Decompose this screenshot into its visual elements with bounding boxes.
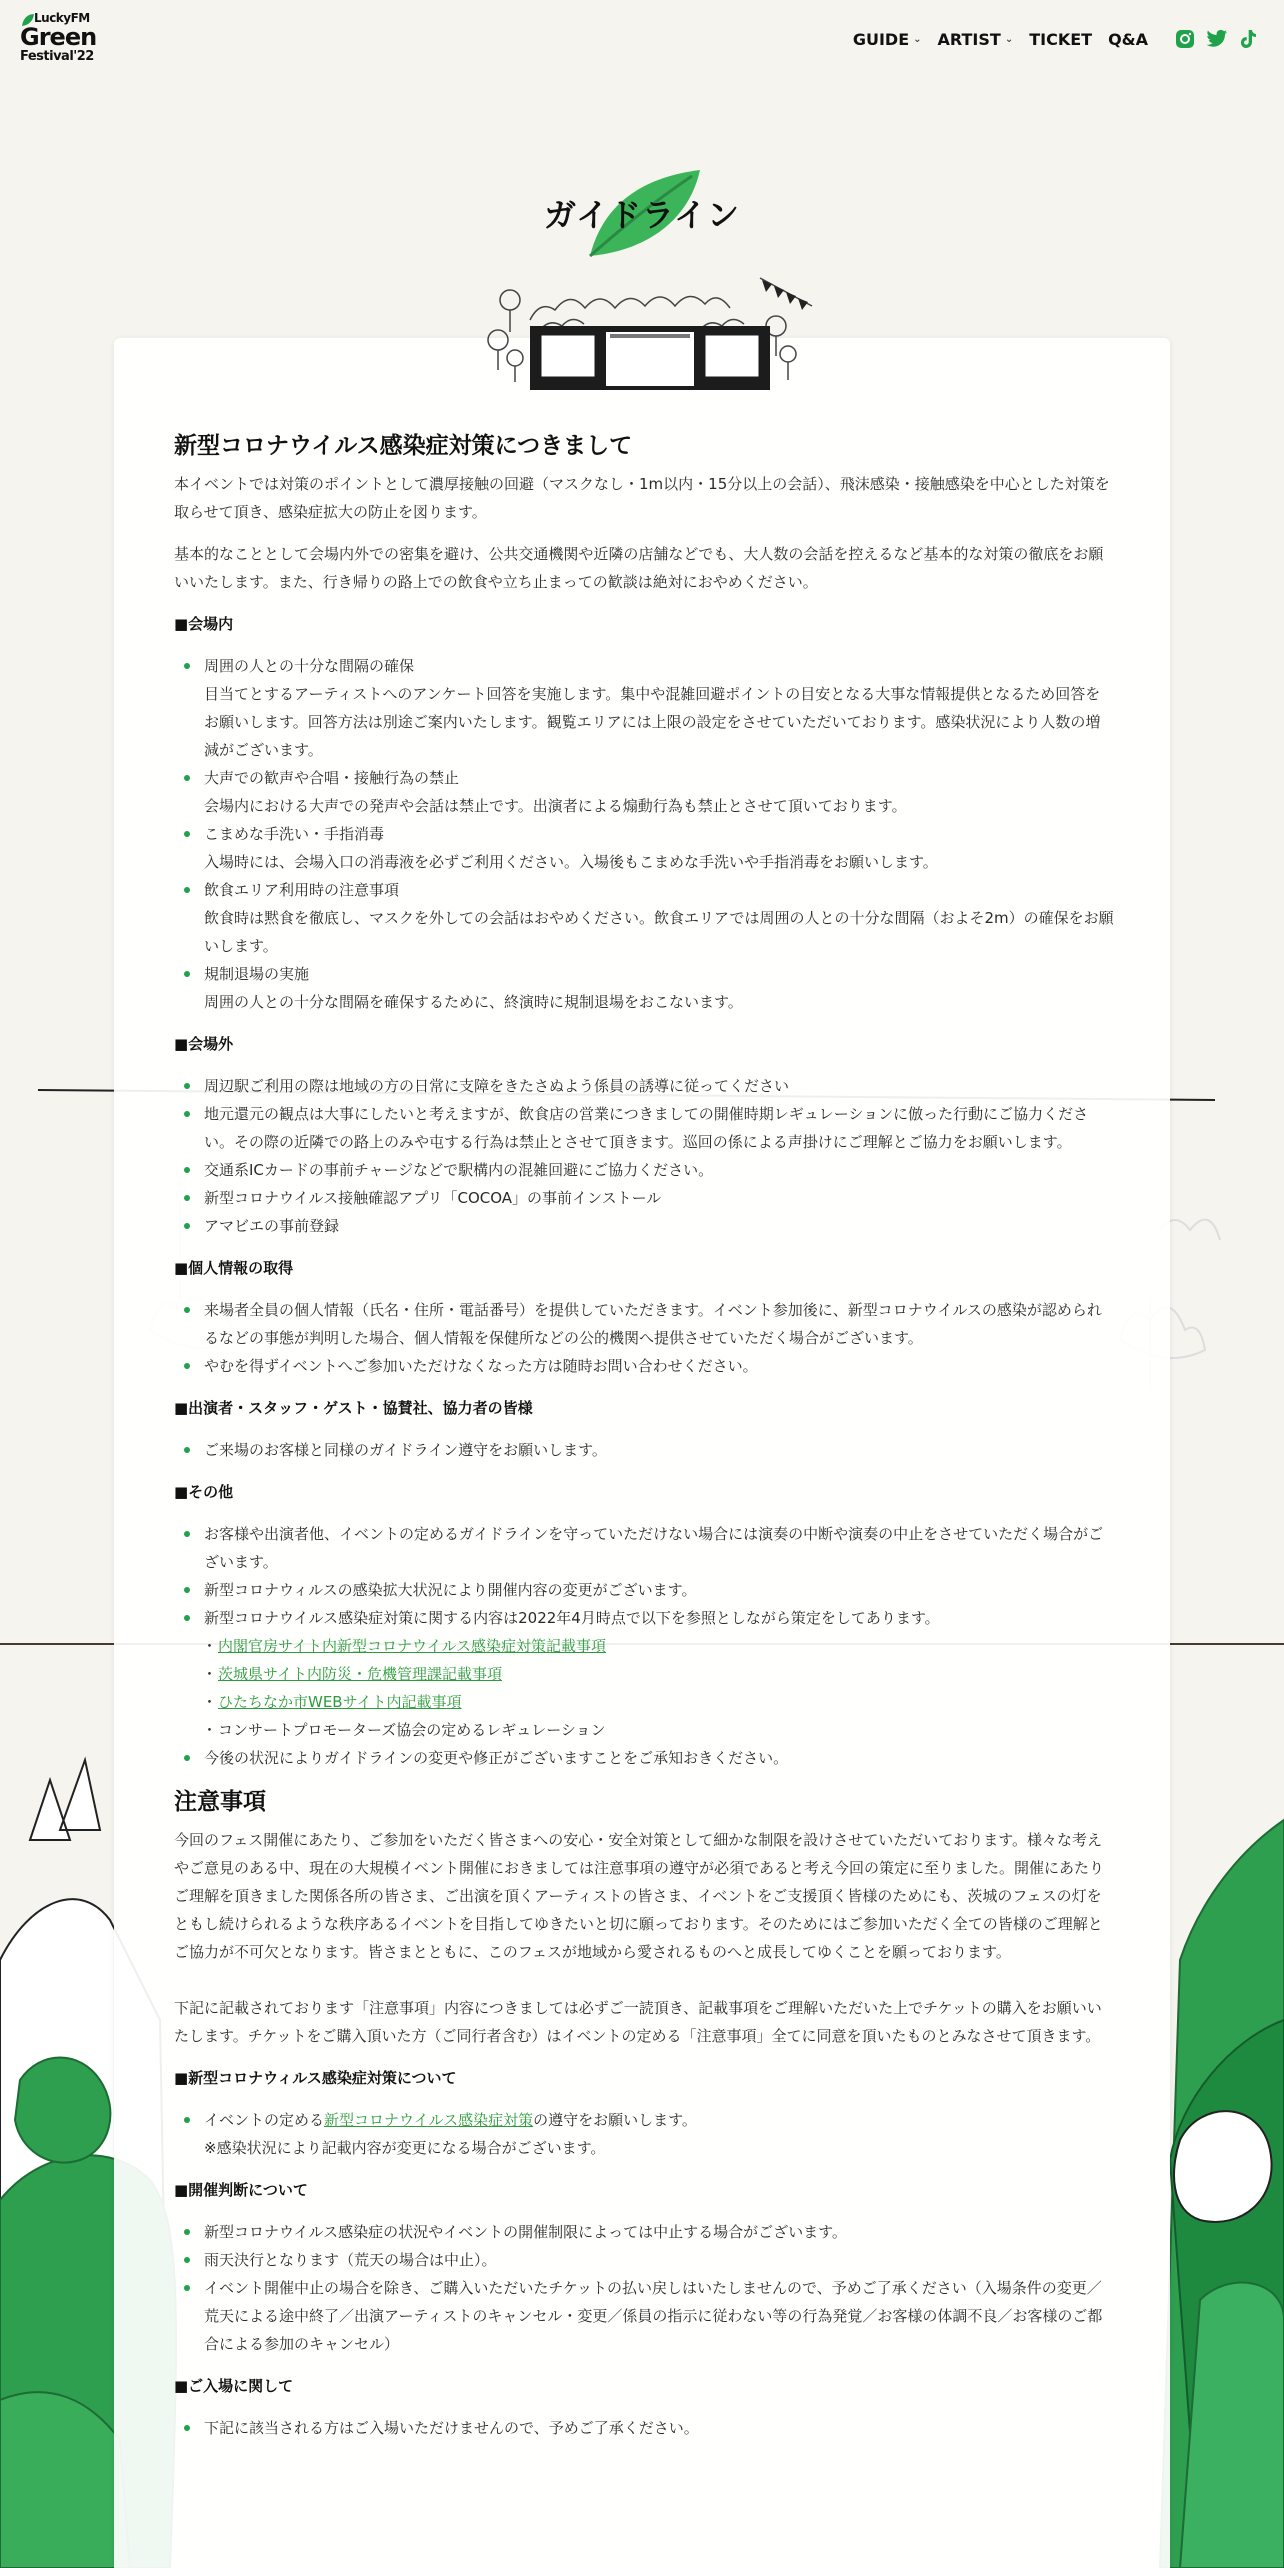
- list-item: 雨天決行となります（荒天の場合は中止）。: [174, 2246, 1114, 2274]
- list-item: 下記に該当される方はご入場いただけませんので、予めご了承ください。: [174, 2414, 1114, 2442]
- notes-para-1: 今回のフェス開催にあたり、ご参加をいただく皆さまへの安心・安全対策として細かな制限を設けさせていただいております。様々な考えやご意見のある中、現在の大規模イベント開催におきましては注意事項の遵守が必須であると考え今回の策定に至りました。開催にあたりご理解を頂きました関係各所の皆さま、ご出演を頂くアーティストの皆さま、イベントをご支援頂く皆様のためにも、茨城のフェスの灯をともし続けられるような秩序あるイベントを目指してゆきたいと切に願っております。そのためにはご参加いただく全ての皆様のご理解とご協力が不可欠となります。皆さまとともに、このフェスが地域から愛されるものへと成長してゆくことを願っております。: [174, 1831, 1105, 1961]
- list-item: [174, 820, 1114, 876]
- twitter-icon[interactable]: [1206, 28, 1228, 50]
- list-item-text: の遵守をお願いします。: [533, 2111, 697, 2129]
- covid-measures-title: ■新型コロナウィルス感染症対策について: [174, 2069, 457, 2087]
- list-item-body: 飲食時は黙食を徹底し、マスクを外しての会話はおやめください。飲食エリアでは周囲の人との十分な間隔（およそ2m）の確保をお願いします。: [204, 909, 1114, 955]
- reference-item: ・ コンサートプロモーターズ協会の定めるレギュレーション: [204, 1716, 1114, 1744]
- list-item-body: 目当てとするアーティストへのアンケート回答を実施します。集中や混雑回避ポイントの目安となる大事な情報提供となるため回答をお願いします。回答方法は別途ご案内いたします。観覧エリアには上限の設定をさせていただいております。感染状況により人数の増減がございます。: [204, 685, 1101, 759]
- list-item-text: イベントの定める: [204, 2111, 325, 2129]
- list-item-head: 規制退場の実施: [204, 965, 310, 983]
- personal-info-title: ■個人情報の取得: [174, 1259, 294, 1277]
- entry-list: [174, 2414, 1114, 2442]
- nav-qa-label: Q&A: [1108, 29, 1148, 49]
- list-item: 新型コロナウィルスの感染拡大状況により開催内容の変更がございます。: [174, 1576, 1114, 1604]
- logo-leaf-icon: [21, 13, 35, 27]
- list-item-head: こまめな手洗い・手指消毒: [204, 825, 385, 843]
- covid-section-heading: 新型コロナウイルス感染症対策につきまして: [174, 433, 633, 459]
- guideline-card: [114, 338, 1170, 2568]
- reference-link-ibaraki[interactable]: 茨城県サイト内防災・危機管理課記載事項: [218, 1665, 502, 1683]
- reference-link-cabinet[interactable]: 内閣官房サイト内新型コロナウイルス感染症対策記載事項: [218, 1637, 607, 1655]
- list-item: [174, 764, 1114, 820]
- reference-item: [204, 1688, 1114, 1716]
- covid-measures-list: [174, 2106, 1114, 2162]
- entry-title: ■ご入場に関して: [174, 2377, 294, 2395]
- list-item: 新型コロナウイルス感染症の状況やイベントの開催制限によっては中止する場合がございます。: [174, 2218, 1114, 2246]
- list-item-text: 新型コロナウイルス感染症対策に関する内容は2022年4月時点で以下を参照としながら策定をしてあります。: [204, 1609, 940, 1627]
- list-item-body: 周囲の人との十分な間隔を確保するために、終演時に規制退場をおこないます。: [204, 993, 743, 1011]
- reference-item: [204, 1660, 1114, 1688]
- festival-logo[interactable]: [20, 12, 98, 68]
- covid-intro-2: 基本的なこととして会場内外での密集を避け、公共交通機関や近隣の店舗などでも、大人数の会話を控えるなど基本的な対策の徹底をお願いいたします。また、行き帰りの路上での飲食や立ち止まっての歓談は絶対におやめください。: [174, 545, 1104, 591]
- list-item: 今後の状況によりガイドラインの変更や修正がございますことをご承知おきください。: [174, 1744, 1114, 1772]
- list-item: 周辺駅ご利用の際は地域の方の日常に支障をきたさぬよう係員の誘導に従ってください: [174, 1072, 1114, 1100]
- tiktok-icon[interactable]: [1238, 28, 1260, 50]
- list-item-body: 入場時には、会場入口の消毒液を必ずご利用ください。入場後もこまめな手洗いや手指消毒をお願いします。: [204, 853, 938, 871]
- instagram-icon[interactable]: [1174, 28, 1196, 50]
- venue-outside-list: [174, 1072, 1114, 1240]
- covid-intro-1: 本イベントでは対策のポイントとして濃厚接触の回避（マスクなし・1m以内・15分以上の会話）、飛沫感染・接触感染を中心とした対策を取らせて頂き、感染症拡大の防止を図ります。: [174, 475, 1110, 521]
- personal-info-list: [174, 1296, 1114, 1380]
- reference-link-hitachinaka[interactable]: ひたちなか市WEBサイト内記載事項: [218, 1693, 462, 1711]
- stage-illustration: [470, 270, 820, 390]
- list-item: 来場者全員の個人情報（氏名・住所・電話番号）を提供していただきます。イベント参加後に、新型コロナウイルスの感染が認められるなどの事態が判明した場合、個人情報を保健所などの公的機関へ提供させていただく場合がございます。: [174, 1296, 1114, 1352]
- staff-list: [174, 1436, 1114, 1464]
- reference-item: [204, 1632, 1114, 1660]
- chevron-down-icon: ⌄: [1004, 33, 1014, 45]
- nav-ticket[interactable]: [1029, 30, 1092, 49]
- main-nav: [853, 24, 1260, 54]
- list-item-head: 大声での歓声や合唱・接触行為の禁止: [204, 769, 460, 787]
- list-item-head: 周囲の人との十分な間隔の確保: [204, 657, 415, 675]
- venue-inside-title: ■会場内: [174, 615, 234, 633]
- decision-list: [174, 2218, 1114, 2358]
- list-item: 交通系ICカードの事前チャージなどで駅構内の混雑回避にご協力ください。: [174, 1156, 1114, 1184]
- venue-inside-list: [174, 652, 1114, 1016]
- covid-measures-link[interactable]: 新型コロナウイルス感染症対策: [324, 2111, 534, 2129]
- other-list: [174, 1520, 1114, 1772]
- page-title: ガイドライン: [543, 196, 741, 234]
- logo-line-3: Festival'22: [20, 49, 94, 64]
- guideline-content: [174, 430, 1114, 2456]
- nav-guide[interactable]: [853, 30, 922, 49]
- nav-qa[interactable]: [1108, 30, 1148, 49]
- decision-title: ■開催判断について: [174, 2181, 308, 2199]
- notes-para-2: 下記に記載されております「注意事項」内容につきましては必ずご一読頂き、記載事項をご理解いただいた上でチケットの購入をお願いいたします。チケットをご購入頂いた方（ご同行者含む）はイベントの定める「注意事項」全てに同意を頂いたものとみなさせて頂きます。: [174, 1999, 1102, 2045]
- nav-artist-label: ARTIST: [937, 29, 1001, 49]
- chevron-down-icon: ⌄: [913, 33, 922, 45]
- nav-guide-label: GUIDE: [852, 29, 910, 49]
- nav-artist[interactable]: [938, 30, 1014, 49]
- list-item: [174, 960, 1114, 1016]
- venue-outside-title: ■会場外: [174, 1035, 234, 1053]
- list-item: [174, 876, 1114, 960]
- notes-section-heading: 注意事項: [174, 1789, 266, 1815]
- reference-list: [204, 1632, 1114, 1744]
- site-header: [0, 0, 1284, 76]
- list-item: [174, 1604, 1114, 1744]
- list-item: 地元還元の観点は大事にしたいと考えますが、飲食店の営業につきましての開催時期レギュレーションに倣った行動にご協力ください。その際の近隣での路上のみや屯する行為は禁止とさせて頂きます。巡回の係による声掛けにご理解とご協力をお願いします。: [174, 1100, 1114, 1156]
- list-item: お客様や出演者他、イベントの定めるガイドラインを守っていただけない場合には演奏の中断や演奏の中止をさせていただく場合がございます。: [174, 1520, 1114, 1576]
- list-item: [174, 2106, 1114, 2162]
- list-item-body: 会場内における大声での発声や会話は禁止です。出演者による煽動行為も禁止とさせて頂いております。: [204, 797, 907, 815]
- logo-line-2: Green: [20, 23, 97, 51]
- list-item: やむを得ずイベントへご参加いただけなくなった方は随時お問い合わせください。: [174, 1352, 1114, 1380]
- list-item: 新型コロナウイルス接触確認アプリ「COCOA」の事前インストール: [174, 1184, 1114, 1212]
- list-item: ご来場のお客様と同様のガイドライン遵守をお願いします。: [174, 1436, 1114, 1464]
- staff-title: ■出演者・スタッフ・ゲスト・協賛社、協力者の皆様: [174, 1399, 533, 1417]
- title-area: [0, 160, 1284, 236]
- list-item-head: 飲食エリア利用時の注意事項: [204, 881, 400, 899]
- other-title: ■その他: [174, 1483, 234, 1501]
- list-item: [174, 652, 1114, 764]
- nav-ticket-label: TICKET: [1029, 29, 1093, 49]
- list-item: イベント開催中止の場合を除き、ご購入いただいたチケットの払い戻しはいたしませんので、予めご了承ください（入場条件の変更／荒天による途中終了／出演アーティストのキャンセル・変更／係員の指示に従わない等の行為発覚／お客様の体調不良／お客様のご都合による参加のキャンセル）: [174, 2274, 1114, 2358]
- list-item-note: ※感染状況により記載内容が変更になる場合がございます。: [204, 2139, 606, 2157]
- list-item: アマビエの事前登録: [174, 1212, 1114, 1240]
- logo-line-1: LuckyFM: [34, 11, 90, 25]
